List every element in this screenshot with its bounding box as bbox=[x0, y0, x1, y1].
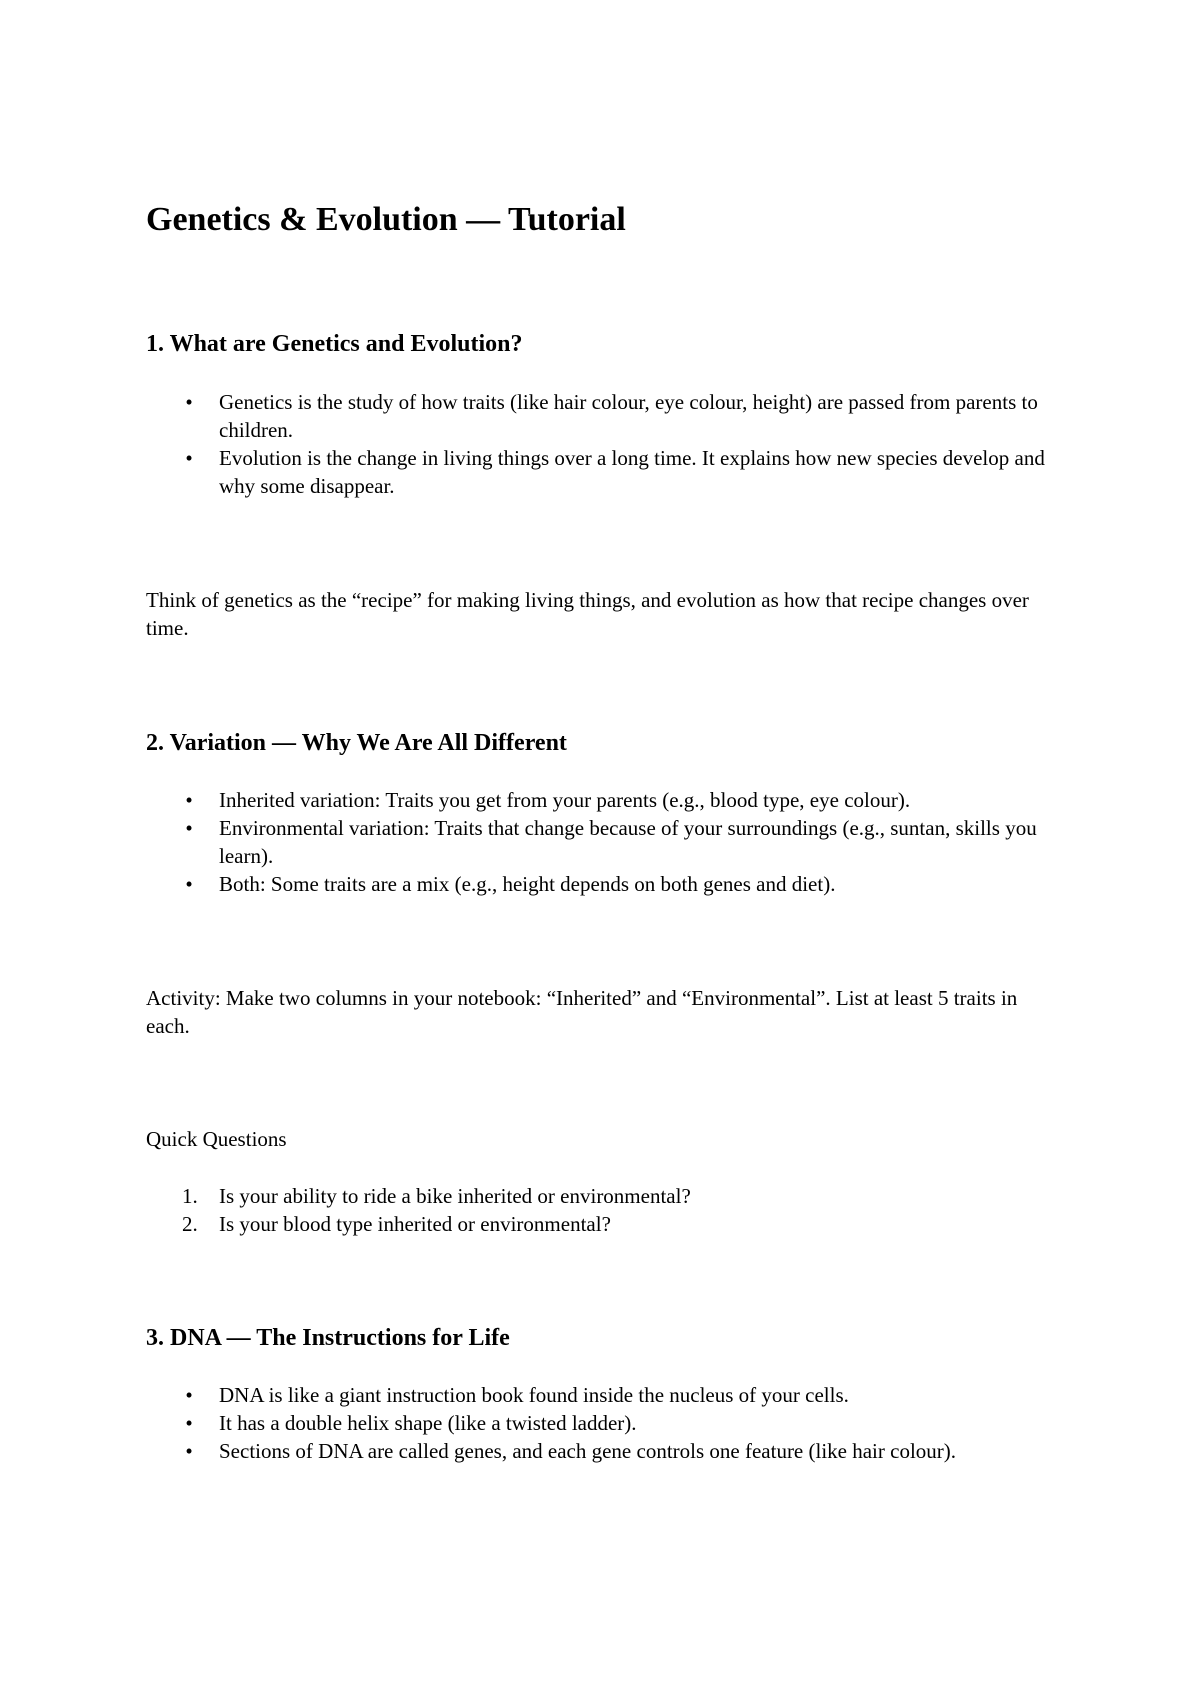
bullet-icon: • bbox=[185, 1439, 193, 1463]
list-number: 1. bbox=[182, 1184, 198, 1208]
list-item-text: Environmental variation: Traits that change because of your surroundings (e.g., suntan, skills you learn). bbox=[219, 816, 1037, 868]
list-item bbox=[146, 814, 1066, 870]
section-2-bullet-list bbox=[146, 786, 1066, 898]
list-item-text: Is your blood type inherited or environmental? bbox=[219, 1212, 611, 1236]
list-item-text: Genetics is the study of how traits (like hair colour, eye colour, height) are passed from parents to children. bbox=[219, 390, 1038, 442]
bullet-icon: • bbox=[185, 816, 193, 840]
section-heading-2: 2. Variation — Why We Are All Different bbox=[146, 730, 567, 756]
list-item bbox=[146, 1409, 1066, 1437]
list-number: 2. bbox=[182, 1212, 198, 1236]
bullet-icon: • bbox=[185, 1383, 193, 1407]
document-page bbox=[146, 0, 1066, 1696]
list-item-text: Inherited variation: Traits you get from your parents (e.g., blood type, eye colour). bbox=[219, 788, 911, 812]
section-heading-1: 1. What are Genetics and Evolution? bbox=[146, 331, 523, 357]
bullet-icon: • bbox=[185, 390, 193, 414]
activity-text: Activity: Make two columns in your notebook: “Inherited” and “Environmental”. List at least 5 traits in each. bbox=[146, 986, 1018, 1038]
list-item bbox=[146, 786, 1066, 814]
section-heading-3: 3. DNA — The Instructions for Life bbox=[146, 1325, 510, 1351]
section-1-bullet-list bbox=[146, 388, 1066, 500]
quick-questions-label: Quick Questions bbox=[146, 1127, 287, 1151]
list-item-text: Evolution is the change in living things over a long time. It explains how new species develop and why some disappear. bbox=[219, 446, 1045, 498]
bullet-icon: • bbox=[185, 788, 193, 812]
list-item bbox=[146, 388, 1066, 444]
list-item-text: Is your ability to ride a bike inherited or environmental? bbox=[219, 1184, 691, 1208]
list-item bbox=[146, 444, 1066, 500]
list-item bbox=[146, 870, 1066, 898]
list-item bbox=[146, 1182, 1066, 1210]
list-item-text: DNA is like a giant instruction book found inside the nucleus of your cells. bbox=[219, 1383, 849, 1407]
list-item-text: Sections of DNA are called genes, and each gene controls one feature (like hair colour). bbox=[219, 1439, 957, 1463]
list-item-text: It has a double helix shape (like a twisted ladder). bbox=[219, 1411, 637, 1435]
document-title: Genetics & Evolution — Tutorial bbox=[146, 201, 626, 238]
bullet-icon: • bbox=[185, 1411, 193, 1435]
list-item bbox=[146, 1437, 1066, 1465]
quick-questions-list bbox=[146, 1182, 1066, 1238]
list-item bbox=[146, 1381, 1066, 1409]
bullet-icon: • bbox=[185, 446, 193, 470]
section-1-note: Think of genetics as the “recipe” for making living things, and evolution as how that recipe changes over time. bbox=[146, 588, 1029, 640]
list-item-text: Both: Some traits are a mix (e.g., height depends on both genes and diet). bbox=[219, 872, 836, 896]
bullet-icon: • bbox=[185, 872, 193, 896]
section-3-bullet-list bbox=[146, 1381, 1066, 1465]
list-item bbox=[146, 1210, 1066, 1238]
